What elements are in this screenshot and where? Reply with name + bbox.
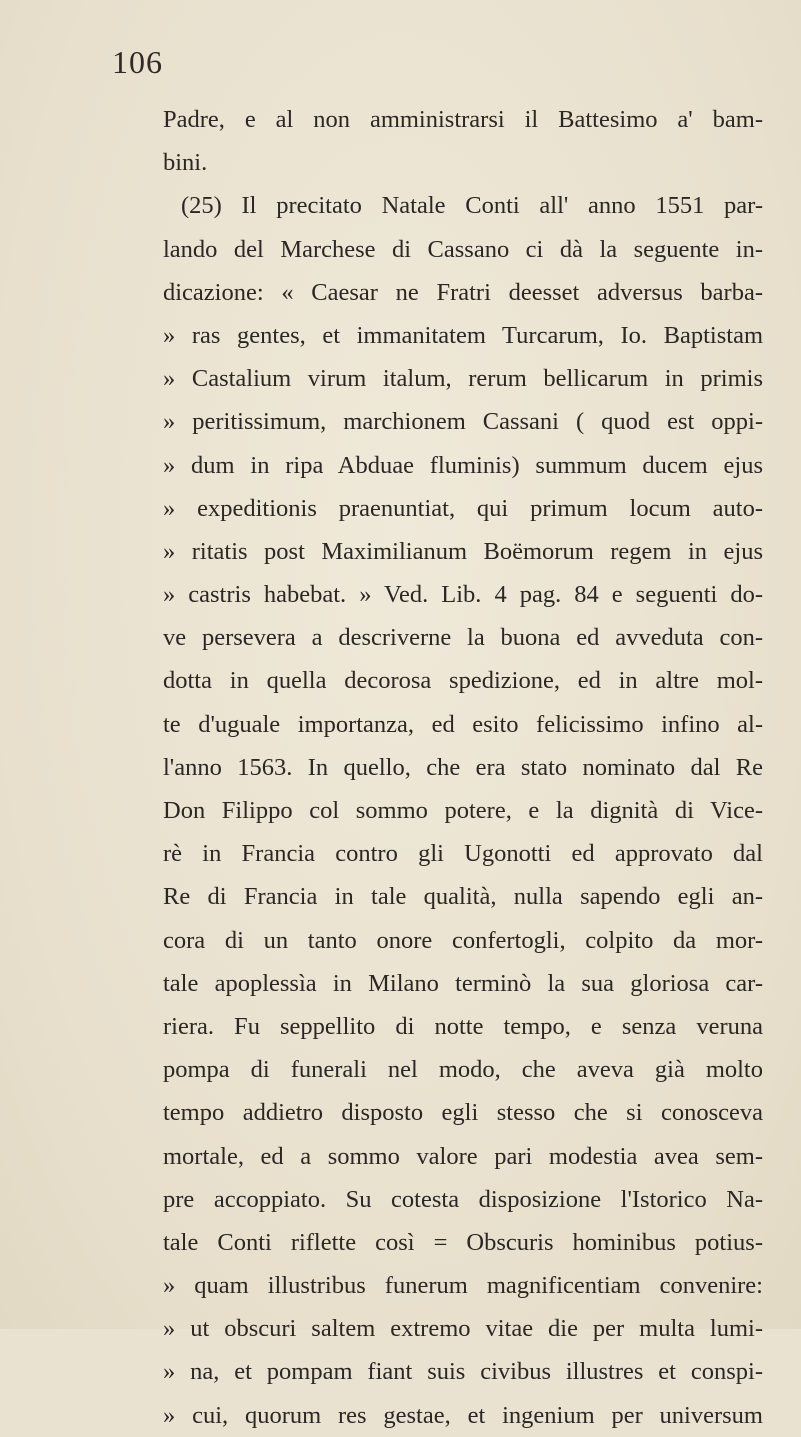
text-line: mortale, ed a sommo valore pari modestia avea sem-	[163, 1142, 763, 1170]
text-line: » ritatis post Maximilianum Boëmorum regem in ejus	[163, 537, 763, 565]
text-line: » quam illustribus funerum magnificentiam convenire:	[163, 1272, 763, 1300]
text-line: » Castalium virum italum, rerum bellicarum in primis	[163, 365, 763, 393]
text-line: » dum in ripa Abduae fluminis) summum ducem ejus	[163, 451, 763, 479]
text-line: cora di un tanto onore confertogli, colpito da mor-	[163, 926, 763, 954]
text-line: riera. Fu seppellito di notte tempo, e senza veruna	[163, 1012, 763, 1040]
text-line: lando del Marchese di Cassano ci dà la seguente in-	[163, 235, 763, 263]
text-line: (25) Il precitato Natale Conti all' anno 1551 par-	[181, 192, 763, 220]
text-line: rè in Francia contro gli Ugonotti ed approvato dal	[163, 840, 763, 868]
text-line: » cui, quorum res gestae, et ingenium per universum	[163, 1401, 763, 1429]
text-line: » ras gentes, et immanitatem Turcarum, Io. Baptistam	[163, 321, 763, 349]
text-line: dotta in quella decorosa spedizione, ed in altre mol-	[163, 667, 763, 695]
text-line: Don Filippo col sommo potere, e la dignità di Vice-	[163, 797, 763, 824]
text-line: » ut obscuri saltem extremo vitae die per multa lumi-	[163, 1315, 763, 1343]
text-line: Re di Francia in tale qualità, nulla sapendo egli an-	[163, 883, 763, 911]
text-line: » na, et pompam fiant suis civibus illustres et conspi-	[163, 1358, 763, 1386]
text-line: bini.	[163, 149, 208, 177]
page-text-body	[163, 98, 763, 1437]
text-line: l'anno 1563. In quello, che era stato nominato dal Re	[163, 753, 763, 781]
text-line: te d'uguale importanza, ed esito felicissimo infino al-	[163, 710, 763, 738]
page-number: 106	[112, 44, 163, 80]
text-line: » expeditionis praenuntiat, qui primum locum auto-	[163, 494, 763, 522]
text-line: tale Conti riflette così = Obscuris hominibus potius-	[163, 1228, 763, 1256]
text-line: » castris habebat. » Ved. Lib. 4 pag. 84 e seguenti do-	[163, 581, 763, 609]
text-line: pre accoppiato. Su cotesta disposizione l'Istorico Na-	[163, 1185, 763, 1213]
text-line: pompa di funerali nel modo, che aveva già molto	[163, 1056, 763, 1084]
text-line: ve persevera a descriverne la buona ed avveduta con-	[163, 624, 763, 652]
text-line: Padre, e al non amministrarsi il Battesimo a' bam-	[163, 106, 763, 133]
text-line: tale apoplessìa in Milano terminò la sua gloriosa car-	[163, 969, 763, 997]
text-line: dicazione: « Caesar ne Fratri deesset adversus barba-	[163, 278, 763, 306]
text-line: » peritissimum, marchionem Cassani ( quod est oppi-	[163, 408, 763, 436]
text-line: tempo addietro disposto egli stesso che si conosceva	[163, 1099, 763, 1127]
